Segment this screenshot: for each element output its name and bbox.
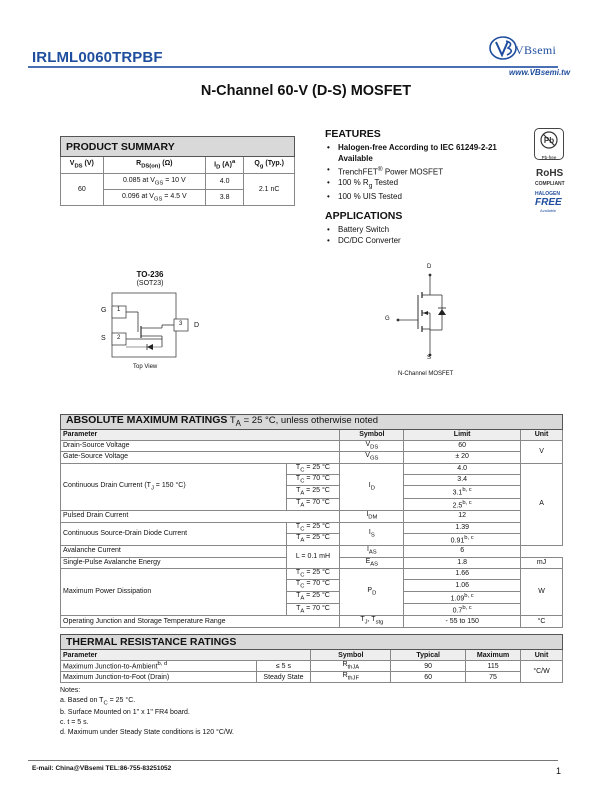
- n-channel-mosfet-symbol: [392, 270, 462, 360]
- absolute-maximum-ratings-table: [60, 414, 563, 628]
- amr-pd-limit-4: 0.7$^{b, c}$: [404, 604, 521, 616]
- amr-pd-cond-4: $T_A = 70$ °C: [286, 604, 340, 616]
- amr-is-cond-1: $T_C = 25$ °C: [286, 522, 340, 533]
- halogen-label: HALOGEN: [535, 191, 560, 197]
- thermal-row-jf-max: 75: [466, 672, 521, 683]
- amr-pd-cond-2: $T_C = 70$ °C: [286, 580, 340, 591]
- amr-id-limit-3: 3.1$^{b, c}$: [404, 486, 521, 498]
- amr-id-limit-4: 2.5$^{b, c}$: [404, 498, 521, 510]
- footer-rule: [28, 760, 558, 761]
- sot23-package-diagram: [98, 290, 208, 370]
- pb-free-badge: [534, 128, 564, 160]
- application-battery: • Battery Switch: [325, 225, 525, 236]
- features-list: [325, 143, 530, 203]
- pb-free-label: Pb-free: [541, 155, 557, 160]
- amr-row-eas-param: Single-Pulse Avalanche Energy: [61, 557, 287, 568]
- amr-pd-limit-1: 1.66: [404, 569, 521, 580]
- available-label: Available: [540, 208, 557, 213]
- amr-row-temp-param: Operating Junction and Storage Temperature Range: [61, 616, 340, 627]
- amr-pd-cond-3: $T_A = 25$ °C: [286, 591, 340, 603]
- amr-avalanche-cond: L = 0.1 mH: [286, 546, 340, 569]
- feature-uis: • 100 % UIS Tested: [325, 192, 530, 203]
- id-value-1: 4.0: [206, 174, 244, 190]
- thermal-col-parameter: Parameter: [61, 650, 311, 661]
- amr-heading: ABSOLUTE MAXIMUM RATINGS $T_A = 25$ °C, unless otherwise noted: [61, 415, 563, 430]
- thermal-col-maximum: Maximum: [466, 650, 521, 661]
- pb-crossed-icon: [535, 129, 563, 151]
- thermal-row-jf-cond: Steady State: [256, 672, 311, 683]
- amr-is-cond-2: $T_A = 25$ °C: [286, 533, 340, 545]
- compliant-label: COMPLIANT: [535, 181, 565, 187]
- id-value-2: 3.8: [206, 190, 244, 206]
- amr-id-limit-1: 4.0: [404, 463, 521, 474]
- pkg-g-label: G: [101, 307, 107, 314]
- amr-col-unit: Unit: [521, 429, 563, 440]
- amr-pd-cond-1: $T_C = 25$ °C: [286, 569, 340, 580]
- header-rule: [28, 66, 558, 68]
- pin-3: 3: [179, 321, 183, 327]
- thermal-col-unit: Unit: [521, 650, 563, 661]
- thermal-row-jf-typ: 60: [391, 672, 466, 683]
- amr-current-unit: A: [521, 463, 563, 546]
- thermal-row-jf-symbol: $R_{thJF}$: [311, 672, 391, 683]
- col-rds: $R_{DS(on)}$ (Ω): [103, 157, 205, 174]
- thermal-row-ja-symbol: $R_{thJA}$: [311, 661, 391, 672]
- applications-heading: APPLICATIONS: [325, 210, 403, 222]
- amr-id-cond-3: $T_A = 25$ °C: [286, 486, 340, 498]
- amr-row-temp-symbol: $T_J$, $T_{stg}$: [340, 616, 404, 627]
- footer-contact: E-mail: China@VBsemi TEL:86-755-83251052: [32, 765, 172, 772]
- product-summary-table: [60, 136, 295, 206]
- thermal-col-typical: Typical: [391, 650, 466, 661]
- col-qg: $Q_g$ (Typ.): [244, 157, 295, 174]
- thermal-resistance-table: [60, 634, 563, 683]
- applications-list: [325, 225, 525, 247]
- amr-id-cond-2: $T_C = 70$ °C: [286, 475, 340, 486]
- amr-pd-limit-3: 1.09$^{b, c}$: [404, 591, 521, 603]
- amr-row-vgs-limit: ± 20: [404, 452, 521, 463]
- feature-rg: • 100 % $R_g$ Tested: [325, 178, 530, 192]
- top-view-label: Top View: [133, 364, 158, 370]
- thermal-row-ja-max: 115: [466, 661, 521, 672]
- thermal-row-jf-param: Maximum Junction-to-Foot (Drain): [61, 672, 257, 683]
- amr-id-cond-1: $T_C = 25$ °C: [286, 463, 340, 474]
- package-name: TO-236: [136, 270, 164, 279]
- amr-row-idm-param: Pulsed Drain Current: [61, 511, 340, 522]
- amr-voltage-unit: V: [521, 440, 563, 463]
- note-d: d. Maximum under Steady State conditions is 120 °C/W.: [60, 729, 234, 737]
- amr-row-idm-limit: 12: [404, 511, 521, 522]
- amr-temp-unit: °C: [521, 616, 563, 627]
- amr-row-pd-symbol: $P_D$: [340, 569, 404, 616]
- rds-row-2: 0.096 at $V_{GS} = 4.5$ V: [103, 190, 205, 206]
- thermal-row-ja-param: Maximum Junction-to-Ambient$^{b, d}$: [61, 661, 257, 672]
- feature-trenchfet: • TrenchFET® Power MOSFET: [325, 165, 530, 178]
- amr-row-ias-param: Avalanche Current: [61, 546, 287, 557]
- amr-power-unit: W: [521, 569, 563, 616]
- amr-col-limit: Limit: [404, 429, 521, 440]
- pin-1: 1: [117, 307, 121, 313]
- amr-row-temp-limit: - 55 to 150: [404, 616, 521, 627]
- page-number: 1: [556, 766, 562, 776]
- schematic-d-label: D: [427, 264, 432, 270]
- product-summary-heading: PRODUCT SUMMARY: [61, 137, 295, 157]
- application-dcdc: • DC/DC Converter: [325, 236, 525, 247]
- col-id: $I_D$ $(A)^a$: [206, 157, 244, 174]
- thermal-unit: °C/W: [521, 661, 563, 683]
- amr-pd-limit-2: 1.06: [404, 580, 521, 591]
- amr-row-id-symbol: $I_D$: [340, 463, 404, 510]
- part-number: IRLML0060TRPBF: [32, 49, 163, 66]
- pin-2: 2: [117, 335, 121, 341]
- amr-energy-unit: mJ: [521, 557, 563, 568]
- amr-row-vds-param: Drain-Source Voltage: [61, 440, 340, 451]
- thermal-col-symbol: Symbol: [311, 650, 391, 661]
- note-a: a. Based on $T_C = 25$ °C.: [60, 697, 136, 707]
- amr-row-id-param: Continuous Drain Current ($T_J = 150$ °C): [61, 463, 287, 510]
- amr-row-eas-symbol: $E_{AS}$: [340, 557, 404, 568]
- pkg-s-label: S: [101, 335, 106, 342]
- feature-halogen: • Halogen-free According to IEC 61249-2-21 Available: [325, 143, 530, 165]
- col-vds: $V_{DS}$ (V): [61, 157, 104, 174]
- amr-col-symbol: Symbol: [340, 429, 404, 440]
- rds-row-1: 0.085 at $V_{GS} = 10$ V: [103, 174, 205, 190]
- notes-heading: Notes:: [60, 687, 81, 694]
- schematic-caption: N-Channel MOSFET: [398, 371, 454, 377]
- amr-id-cond-4: $T_A = 70$ °C: [286, 498, 340, 510]
- amr-row-vgs-symbol: $V_{GS}$: [340, 452, 404, 463]
- amr-row-vds-limit: 60: [404, 440, 521, 451]
- schematic-g-label: G: [385, 316, 390, 322]
- amr-row-idm-symbol: $I_{DM}$: [340, 511, 404, 522]
- pkg-d-label: D: [194, 322, 200, 329]
- thermal-row-ja-typ: 90: [391, 661, 466, 672]
- amr-row-is-symbol: $I_S$: [340, 522, 404, 546]
- rohs-label: RoHS: [536, 168, 564, 179]
- features-heading: FEATURES: [325, 128, 381, 140]
- note-b: b. Surface Mounted on 1" x 1" FR4 board.: [60, 709, 190, 717]
- amr-id-limit-2: 3.4: [404, 475, 521, 486]
- logo-text: VBsemi: [515, 43, 557, 57]
- amr-is-limit-2: 0.91$^{b, c}$: [404, 533, 521, 545]
- amr-col-parameter: Parameter: [61, 429, 340, 440]
- free-label: FREE: [535, 197, 562, 208]
- svg-text:Pb: Pb: [543, 136, 555, 145]
- thermal-heading: THERMAL RESISTANCE RATINGS: [61, 635, 563, 650]
- page-title: N-Channel 60-V (D-S) MOSFET: [200, 83, 412, 99]
- amr-row-vgs-param: Gate-Source Voltage: [61, 452, 340, 463]
- amr-row-vds-symbol: $V_{DS}$: [340, 440, 404, 451]
- amr-row-is-param: Continuous Source-Drain Diode Current: [61, 522, 287, 546]
- website-link[interactable]: www.VBsemi.tw: [509, 68, 571, 77]
- package-alt: (SOT23): [136, 280, 164, 287]
- amr-is-limit-1: 1.39: [404, 522, 521, 533]
- amr-row-ias-limit: 6: [404, 546, 521, 557]
- thermal-row-ja-cond: ≤ 5 s: [256, 661, 311, 672]
- note-c: c. t = 5 s.: [60, 719, 89, 727]
- schematic-s-label: S: [427, 355, 432, 361]
- notes-block: [60, 686, 234, 738]
- amr-row-eas-limit: 1.8: [404, 557, 521, 568]
- amr-row-pd-param: Maximum Power Dissipation: [61, 569, 287, 616]
- vds-value: 60: [61, 174, 104, 206]
- qg-value: 2.1 nC: [244, 174, 295, 206]
- amr-row-ias-symbol: $I_{AS}$: [340, 546, 404, 557]
